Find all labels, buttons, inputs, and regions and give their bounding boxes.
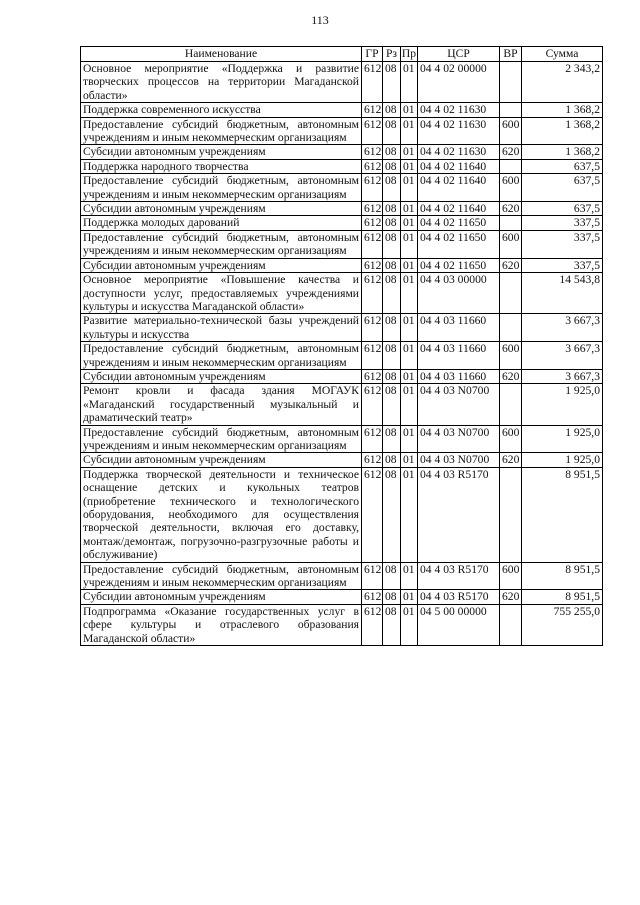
budget-table <box>80 46 603 646</box>
cell-vr <box>500 384 522 425</box>
cell-gr: 612 <box>362 258 383 272</box>
table-row <box>81 273 603 314</box>
cell-name: Предоставление субсидий бюджетным, автономным учреждениям и иным некоммерческим организациям <box>81 117 362 145</box>
cell-vr: 620 <box>500 258 522 272</box>
cell-name: Развитие материально-технической базы учреждений культуры и искусства <box>81 314 362 342</box>
cell-name: Предоставление субсидий бюджетным, автономным учреждениям и иным некоммерческим организациям <box>81 342 362 370</box>
cell-pr: 01 <box>401 117 418 145</box>
cell-sum: 637,5 <box>522 159 603 173</box>
cell-name: Поддержка современного искусства <box>81 103 362 117</box>
cell-sum: 337,5 <box>522 258 603 272</box>
cell-csr: 04 4 03 11660 <box>418 314 500 342</box>
cell-name: Субсидии автономным учреждениям <box>81 258 362 272</box>
cell-csr: 04 4 03 00000 <box>418 273 500 314</box>
cell-gr: 612 <box>362 590 383 604</box>
cell-csr: 04 4 02 11630 <box>418 117 500 145</box>
cell-gr: 612 <box>362 369 383 383</box>
cell-name: Подпрограмма «Оказание государственных услуг в сфере культуры и отраслевого образования Магаданской области» <box>81 604 362 645</box>
cell-rz: 08 <box>383 103 401 117</box>
cell-gr: 612 <box>362 314 383 342</box>
cell-gr: 612 <box>362 202 383 216</box>
cell-rz: 08 <box>383 604 401 645</box>
cell-gr: 612 <box>362 342 383 370</box>
cell-gr: 612 <box>362 103 383 117</box>
cell-gr: 612 <box>362 62 383 103</box>
table-row <box>81 425 603 453</box>
cell-name: Поддержка творческой деятельности и техническое оснащение детских и кукольных театров (приобретение технического и технологического оборудования, необходимого для осуществления творческой деятельности, включая его доставку, монтаж/демонтаж, погрузочно-разгрузочные работы и обслуживание) <box>81 467 362 562</box>
cell-sum: 1 925,0 <box>522 453 603 467</box>
cell-vr: 620 <box>500 590 522 604</box>
header-gr: ГР <box>362 47 383 62</box>
cell-gr: 612 <box>362 117 383 145</box>
table-body <box>81 62 603 646</box>
cell-sum: 1 925,0 <box>522 384 603 425</box>
cell-pr: 01 <box>401 562 418 590</box>
cell-csr: 04 4 02 11650 <box>418 230 500 258</box>
cell-vr <box>500 467 522 562</box>
cell-pr: 01 <box>401 467 418 562</box>
cell-gr: 612 <box>362 467 383 562</box>
cell-vr <box>500 273 522 314</box>
header-pr: Пр <box>401 47 417 60</box>
cell-gr: 612 <box>362 384 383 425</box>
cell-pr: 01 <box>401 62 418 103</box>
cell-csr: 04 4 02 00000 <box>418 62 500 103</box>
table-row <box>81 159 603 173</box>
cell-rz: 08 <box>383 159 401 173</box>
cell-name: Субсидии автономным учреждениям <box>81 453 362 467</box>
cell-pr: 01 <box>401 216 418 230</box>
cell-pr: 01 <box>401 174 418 202</box>
cell-name: Предоставление субсидий бюджетным, автономным учреждениям и иным некоммерческим организациям <box>81 562 362 590</box>
cell-name: Основное мероприятие «Поддержка и развитие творческих процессов на территории Магаданской области» <box>81 62 362 103</box>
table-row <box>81 604 603 645</box>
table-row <box>81 258 603 272</box>
cell-sum: 8 951,5 <box>522 590 603 604</box>
cell-csr: 04 4 02 11630 <box>418 145 500 159</box>
cell-gr: 612 <box>362 230 383 258</box>
cell-rz: 08 <box>383 273 401 314</box>
table-row <box>81 467 603 562</box>
cell-pr: 01 <box>401 453 418 467</box>
cell-sum: 3 667,3 <box>522 342 603 370</box>
cell-csr: 04 4 03 R5170 <box>418 562 500 590</box>
cell-sum: 337,5 <box>522 216 603 230</box>
cell-sum: 1 368,2 <box>522 103 603 117</box>
cell-rz: 08 <box>383 467 401 562</box>
table-row <box>81 314 603 342</box>
cell-gr: 612 <box>362 273 383 314</box>
cell-vr <box>500 62 522 103</box>
cell-csr: 04 4 02 11650 <box>418 258 500 272</box>
cell-name: Поддержка молодых дарований <box>81 216 362 230</box>
cell-rz: 08 <box>383 216 401 230</box>
header-name: Наименование <box>81 47 362 62</box>
cell-sum: 1 925,0 <box>522 425 603 453</box>
cell-gr: 612 <box>362 562 383 590</box>
cell-pr: 01 <box>401 103 418 117</box>
table-row <box>81 145 603 159</box>
header-sum: Сумма <box>522 47 603 62</box>
cell-vr <box>500 103 522 117</box>
cell-sum: 3 667,3 <box>522 369 603 383</box>
cell-rz: 08 <box>383 145 401 159</box>
cell-name: Предоставление субсидий бюджетным, автономным учреждениям и иным некоммерческим организациям <box>81 230 362 258</box>
cell-csr: 04 4 02 11630 <box>418 103 500 117</box>
cell-gr: 612 <box>362 425 383 453</box>
cell-rz: 08 <box>383 174 401 202</box>
cell-name: Субсидии автономным учреждениям <box>81 145 362 159</box>
cell-pr: 01 <box>401 273 418 314</box>
table-row <box>81 562 603 590</box>
cell-vr: 600 <box>500 342 522 370</box>
cell-vr <box>500 216 522 230</box>
cell-csr: 04 4 03 11660 <box>418 369 500 383</box>
cell-name: Ремонт кровли и фасада здания МОГАУК «Магаданский государственный музыкальный и драматический театр» <box>81 384 362 425</box>
table-header-row <box>81 47 603 62</box>
cell-csr: 04 5 00 00000 <box>418 604 500 645</box>
table-row <box>81 453 603 467</box>
cell-rz: 08 <box>383 62 401 103</box>
table-row <box>81 216 603 230</box>
table-row <box>81 117 603 145</box>
cell-vr: 620 <box>500 145 522 159</box>
cell-name: Субсидии автономным учреждениям <box>81 202 362 216</box>
table-row <box>81 342 603 370</box>
cell-sum: 755 255,0 <box>522 604 603 645</box>
cell-rz: 08 <box>383 117 401 145</box>
cell-gr: 612 <box>362 453 383 467</box>
cell-vr: 620 <box>500 453 522 467</box>
cell-pr: 01 <box>401 425 418 453</box>
cell-vr: 600 <box>500 117 522 145</box>
cell-rz: 08 <box>383 384 401 425</box>
cell-sum: 3 667,3 <box>522 314 603 342</box>
cell-gr: 612 <box>362 145 383 159</box>
cell-rz: 08 <box>383 258 401 272</box>
table-row <box>81 174 603 202</box>
cell-csr: 04 4 03 11660 <box>418 342 500 370</box>
cell-pr: 01 <box>401 258 418 272</box>
cell-vr: 620 <box>500 369 522 383</box>
cell-csr: 04 4 03 N0700 <box>418 453 500 467</box>
cell-vr: 600 <box>500 562 522 590</box>
cell-vr: 600 <box>500 230 522 258</box>
cell-name: Поддержка народного творчества <box>81 159 362 173</box>
header-csr: ЦСР <box>418 47 500 62</box>
cell-pr: 01 <box>401 145 418 159</box>
cell-rz: 08 <box>383 314 401 342</box>
cell-csr: 04 4 03 N0700 <box>418 425 500 453</box>
cell-rz: 08 <box>383 230 401 258</box>
cell-name: Субсидии автономным учреждениям <box>81 369 362 383</box>
cell-pr: 01 <box>401 314 418 342</box>
cell-name: Предоставление субсидий бюджетным, автономным учреждениям и иным некоммерческим организациям <box>81 174 362 202</box>
table-row <box>81 103 603 117</box>
cell-vr: 600 <box>500 174 522 202</box>
cell-sum: 1 368,2 <box>522 117 603 145</box>
cell-pr: 01 <box>401 230 418 258</box>
cell-csr: 04 4 03 N0700 <box>418 384 500 425</box>
cell-vr <box>500 314 522 342</box>
table-row <box>81 202 603 216</box>
cell-vr <box>500 604 522 645</box>
cell-csr: 04 4 02 11640 <box>418 174 500 202</box>
cell-csr: 04 4 02 11650 <box>418 216 500 230</box>
cell-csr: 04 4 02 11640 <box>418 202 500 216</box>
cell-sum: 337,5 <box>522 230 603 258</box>
cell-pr: 01 <box>401 384 418 425</box>
cell-pr: 01 <box>401 369 418 383</box>
page-number: 113 <box>311 13 329 27</box>
cell-rz: 08 <box>383 202 401 216</box>
table-row <box>81 384 603 425</box>
cell-sum: 637,5 <box>522 202 603 216</box>
cell-name: Предоставление субсидий бюджетным, автономным учреждениям и иным некоммерческим организациям <box>81 425 362 453</box>
cell-pr: 01 <box>401 202 418 216</box>
cell-rz: 08 <box>383 562 401 590</box>
cell-sum: 1 368,2 <box>522 145 603 159</box>
cell-sum: 8 951,5 <box>522 467 603 562</box>
cell-rz: 08 <box>383 453 401 467</box>
cell-csr: 04 4 03 R5170 <box>418 467 500 562</box>
table-row <box>81 230 603 258</box>
header-rz: Рз <box>383 47 401 62</box>
cell-pr: 01 <box>401 604 418 645</box>
cell-name: Субсидии автономным учреждениям <box>81 590 362 604</box>
cell-gr: 612 <box>362 604 383 645</box>
cell-rz: 08 <box>383 425 401 453</box>
cell-gr: 612 <box>362 216 383 230</box>
cell-csr: 04 4 02 11640 <box>418 159 500 173</box>
cell-gr: 612 <box>362 174 383 202</box>
cell-rz: 08 <box>383 590 401 604</box>
table-row <box>81 369 603 383</box>
cell-vr <box>500 159 522 173</box>
cell-rz: 08 <box>383 369 401 383</box>
cell-pr: 01 <box>401 590 418 604</box>
cell-vr: 620 <box>500 202 522 216</box>
cell-sum: 8 951,5 <box>522 562 603 590</box>
cell-vr: 600 <box>500 425 522 453</box>
table-row <box>81 590 603 604</box>
cell-csr: 04 4 03 R5170 <box>418 590 500 604</box>
cell-sum: 14 543,8 <box>522 273 603 314</box>
cell-name: Основное мероприятие «Повышение качества и доступности услуг, предоставляемых учреждениями культуры и искусства Магаданской области» <box>81 273 362 314</box>
cell-pr: 01 <box>401 159 418 173</box>
table-row <box>81 62 603 103</box>
header-vr: ВР <box>500 47 522 62</box>
cell-sum: 2 343,2 <box>522 62 603 103</box>
cell-rz: 08 <box>383 342 401 370</box>
cell-sum: 637,5 <box>522 174 603 202</box>
cell-pr: 01 <box>401 342 418 370</box>
cell-gr: 612 <box>362 159 383 173</box>
